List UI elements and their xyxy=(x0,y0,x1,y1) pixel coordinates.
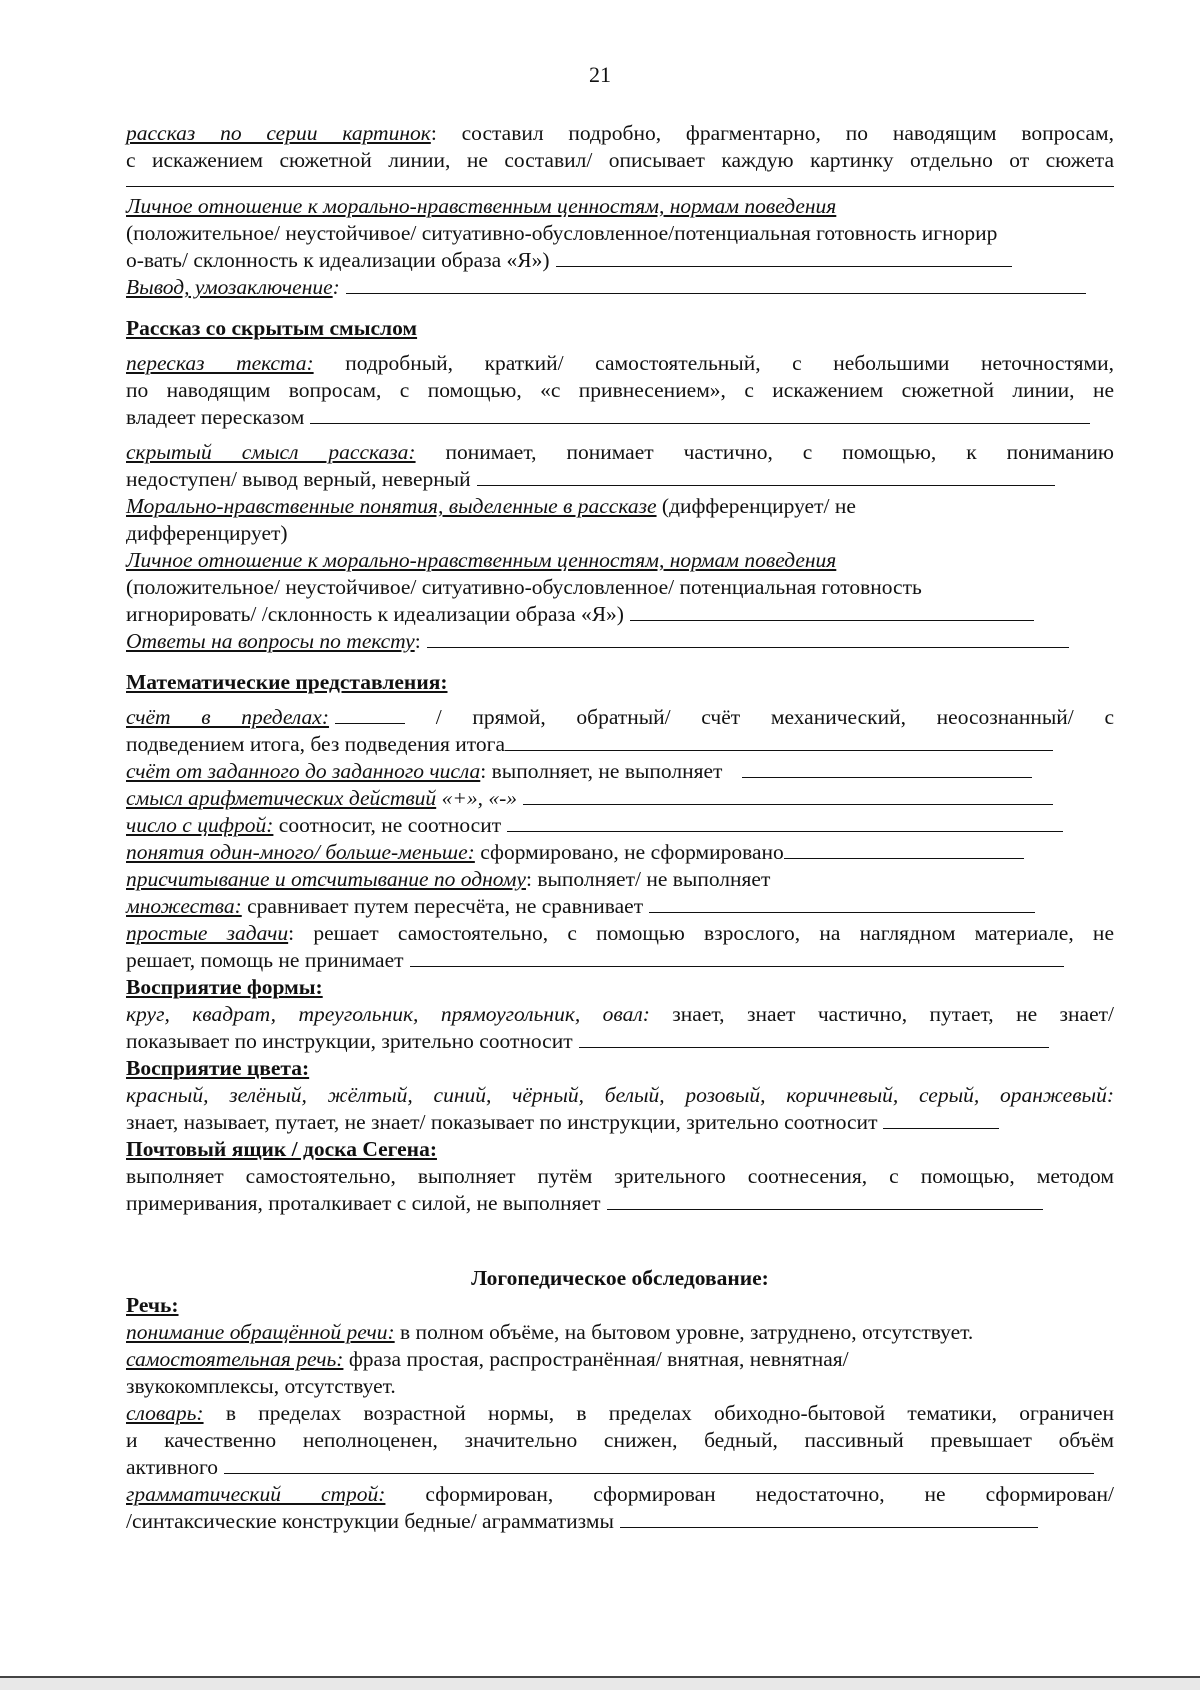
shape-line2: показывает по инструкции, зрительно соотносит xyxy=(126,1028,1114,1055)
math-heading: Математические представления: xyxy=(126,670,448,694)
fill-line[interactable] xyxy=(346,275,1086,294)
mailbox-line2: примеривания, проталкивает с силой, не выполняет xyxy=(126,1190,1114,1217)
conclusion-line: Вывод, умозаключение: xyxy=(126,274,1114,301)
fill-line[interactable] xyxy=(310,405,1090,424)
fill-line[interactable] xyxy=(505,732,1053,751)
personal-attitude-label: Личное отношение к морально-нравственным ценностям, нормам поведения xyxy=(126,194,837,218)
hidden-meaning-line2: недоступен/ вывод верный, неверный xyxy=(126,466,1114,493)
count-range-line2: подведением итога, без подведения итога xyxy=(126,731,1114,758)
independent-speech-line1: самостоятельная речь: фраза простая, распространённая/ внятная, невнятная/ xyxy=(126,1347,849,1371)
hidden-story-heading: Рассказ со скрытым смыслом xyxy=(126,316,418,340)
fill-line[interactable] xyxy=(126,174,1114,187)
color-line2: знает, называет, путает, не знает/ показывает по инструкции, зрительно соотносит xyxy=(126,1109,1114,1136)
document-body xyxy=(126,120,1114,1535)
personal-attitude-line2: о-вать/ склонность к идеализации образа «Я») xyxy=(126,247,1114,274)
personal-attitude-2-line1: (положительное/ неустойчивое/ ситуативно-обусловленное/ потенциальная готовность xyxy=(126,575,922,599)
moral-concepts-line2: дифференцирует) xyxy=(126,521,288,545)
vocabulary-line3: активного xyxy=(126,1454,1114,1481)
retell-line2: по наводящим вопросам, с помощью, «с привнесением», с искажением сюжетной линии, не xyxy=(126,378,1114,402)
fill-line[interactable] xyxy=(742,759,1032,778)
simple-tasks-label: простые задачи xyxy=(126,921,289,945)
number-digit-label: число с цифрой: xyxy=(126,813,274,837)
retell-line1: пересказ текста: подробный, краткий/ самостоятельный, с небольшими неточностями, xyxy=(126,351,1114,375)
simple-tasks-line2: решает, помощь не принимает xyxy=(126,947,1114,974)
speech-heading: Речь: xyxy=(126,1293,179,1317)
mailbox-line1: выполняет самостоятельно, выполняет путём зрительного соотнесения, с помощью, методом xyxy=(126,1164,1114,1188)
story-series-line1: рассказ по серии картинок: составил подробно, фрагментарно, по наводящим вопросам, xyxy=(126,121,1114,145)
personal-attitude-2-line2: игнорировать/ /склонность к идеализации образа «Я») xyxy=(126,601,1114,628)
fill-line[interactable] xyxy=(523,786,1053,805)
grammar-line2: /синтаксические конструкции бедные/ аграмматизмы xyxy=(126,1508,1114,1535)
shape-list: круг, квадрат, треугольник, прямоугольник, овал: xyxy=(126,1002,650,1026)
moral-concepts-label: Морально-нравственные понятия, выделенные в рассказе xyxy=(126,494,657,518)
mailbox-heading: Почтовый ящик / доска Сегена: xyxy=(126,1137,437,1161)
fill-line[interactable] xyxy=(579,1029,1049,1048)
vocabulary-line2: и качественно неполноценен, значительно снижен, бедный, пассивный превышает объём xyxy=(126,1428,1114,1452)
fill-line[interactable] xyxy=(477,467,1055,486)
retell-label: пересказ текста: xyxy=(126,351,314,375)
personal-attitude-label-2: Личное отношение к морально-нравственным ценностям, нормам поведения xyxy=(126,548,837,572)
fill-line[interactable] xyxy=(630,602,1034,621)
fill-line[interactable] xyxy=(883,1110,999,1129)
story-series-label: рассказ по серии картинок xyxy=(126,121,431,145)
count-given-line: счёт от заданного до заданного числа: выполняет, не выполняет xyxy=(126,758,1114,785)
answers-label: Ответы на вопросы по тексту xyxy=(126,629,415,653)
fill-line[interactable] xyxy=(620,1509,1038,1528)
count-range-label: счёт в пределах: xyxy=(126,705,330,729)
personal-attitude-line1: (положительное/ неустойчивое/ ситуативно-обусловленное/потенциальная готовность игнорир xyxy=(126,221,998,245)
count-range-line1: счёт в пределах: / прямой, обратный/ счёт механический, неосознанный/ с xyxy=(126,705,1114,729)
number-digit-line: число с цифрой: соотносит, не соотносит xyxy=(126,812,1114,839)
retell-line3: владеет пересказом xyxy=(126,404,1114,431)
grammar-label: грамматический строй: xyxy=(126,1482,386,1506)
shape-line1: круг, квадрат, треугольник, прямоугольник, овал: знает, знает частично, путает, не знает/ xyxy=(126,1002,1114,1026)
concepts-label: понятия один-много/ больше-меньше: xyxy=(126,840,475,864)
moral-concepts-line1: Морально-нравственные понятия, выделенные в рассказе (дифференцирует/ не xyxy=(126,494,856,518)
understanding-line: понимание обращённой речи: в полном объёме, на бытовом уровне, затруднено, отсутствует. xyxy=(126,1320,974,1344)
speech-section-title: Логопедическое обследование: xyxy=(471,1266,769,1290)
shape-heading: Восприятие формы: xyxy=(126,975,323,999)
vocabulary-label: словарь: xyxy=(126,1401,204,1425)
page-number: 21 xyxy=(589,62,611,87)
count-given-label: счёт от заданного до заданного числа xyxy=(126,759,481,783)
fill-line[interactable] xyxy=(556,248,1012,267)
concepts-line: понятия один-много/ больше-меньше: сформировано, не сформировано xyxy=(126,839,1114,866)
fill-line[interactable] xyxy=(607,1191,1043,1210)
color-list: красный, зелёный, жёлтый, синий, чёрный, белый, розовый, коричневый, серый, оранжевый: xyxy=(126,1083,1114,1107)
hidden-meaning-label: скрытый смысл рассказа: xyxy=(126,440,416,464)
arithmetic-line: смысл арифметических действий «+», «-» xyxy=(126,785,1114,812)
understanding-label: понимание обращённой речи: xyxy=(126,1320,395,1344)
vocabulary-line1: словарь: в пределах возрастной нормы, в пределах обиходно-бытовой тематики, ограничен xyxy=(126,1401,1114,1425)
simple-tasks-line1: простые задачи: решает самостоятельно, с помощью взрослого, на наглядном материале, не xyxy=(126,921,1114,945)
fill-line[interactable] xyxy=(784,840,1024,859)
hidden-meaning-line1: скрытый смысл рассказа: понимает, понимает частично, с помощью, к пониманию xyxy=(126,440,1114,464)
fill-line[interactable] xyxy=(507,813,1063,832)
add-subtract-label: присчитывание и отсчитывание по одному xyxy=(126,867,526,891)
fill-line[interactable] xyxy=(427,629,1069,648)
fill-line[interactable] xyxy=(410,948,1064,967)
answers-line: Ответы на вопросы по тексту: xyxy=(126,628,1114,655)
conclusion-label: Вывод, умозаключение xyxy=(126,275,333,299)
independent-speech-label: самостоятельная речь: xyxy=(126,1347,344,1371)
arithmetic-label: смысл арифметических действий xyxy=(126,786,437,810)
count-range-field[interactable] xyxy=(335,705,405,724)
grammar-line1: грамматический строй: сформирован, сформирован недостаточно, не сформирован/ xyxy=(126,1482,1114,1506)
sets-line: множества: сравнивает путем пересчёта, не сравнивает xyxy=(126,893,1114,920)
sets-label: множества: xyxy=(126,894,242,918)
story-series-line2: с искажением сюжетной линии, не составил/ описывает каждую картинку отдельно от сюжета xyxy=(126,148,1114,172)
add-subtract-line: присчитывание и отсчитывание по одному: выполняет/ не выполняет xyxy=(126,867,771,891)
fill-line[interactable] xyxy=(224,1455,1094,1474)
independent-speech-line2: звукокомплексы, отсутствует. xyxy=(126,1374,396,1398)
color-heading: Восприятие цвета: xyxy=(126,1056,310,1080)
fill-line[interactable] xyxy=(649,894,1035,913)
